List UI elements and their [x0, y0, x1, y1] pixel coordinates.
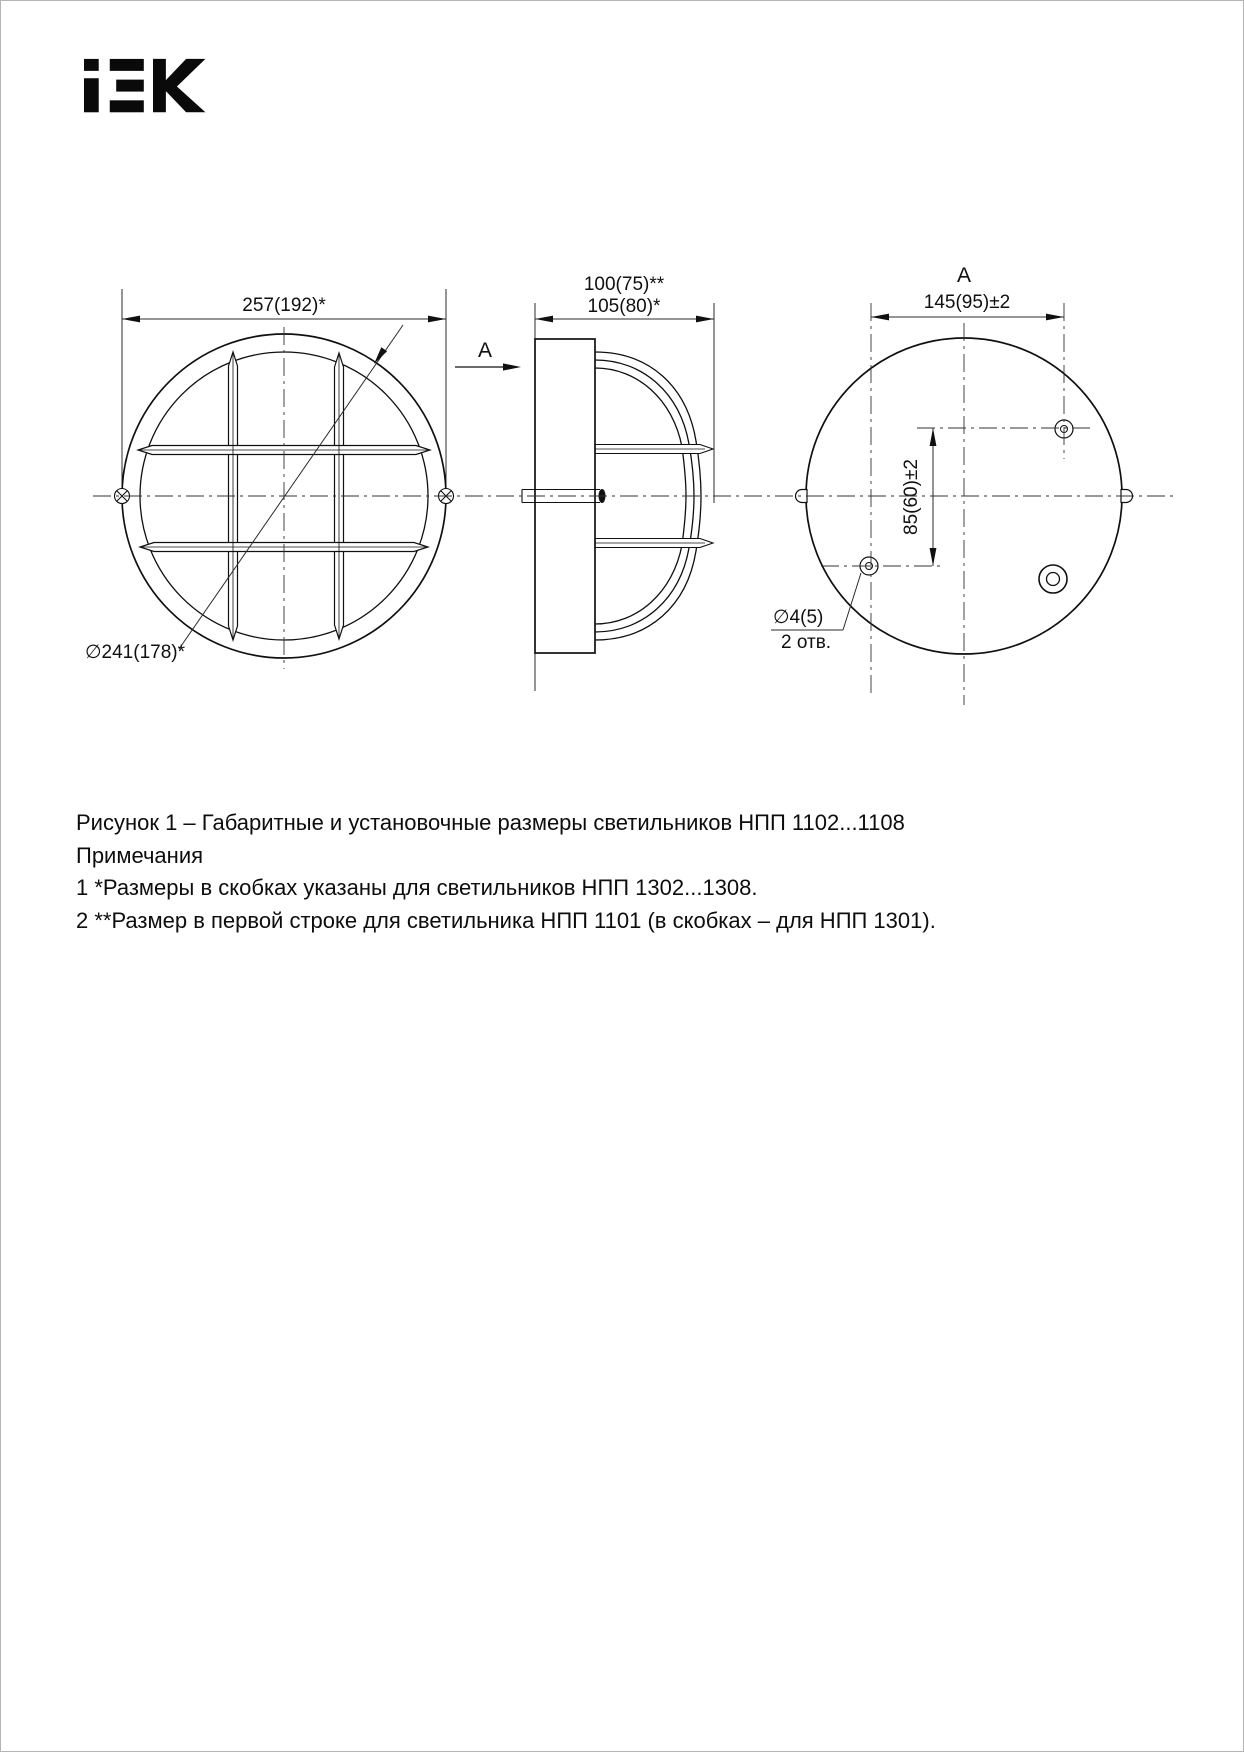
front-view	[85, 289, 454, 663]
section-a-arrow	[455, 363, 521, 370]
logo-e-bar	[110, 59, 144, 71]
note-2: 2 **Размер в первой строке для светильника НПП 1101 (в скобках – для НПП 1301).	[76, 907, 936, 933]
back-view-label: A	[956, 264, 972, 287]
side-view	[455, 274, 714, 691]
side-depth-label-line1: 100(75)**	[583, 274, 665, 295]
front-outer-diameter-label: 257(192)*	[242, 295, 326, 316]
logo-i-stem	[84, 78, 99, 112]
notes-heading: Примечания	[76, 842, 204, 868]
technical-drawing	[1, 1, 1244, 761]
back-mounting-vertical-label: 85(60)±2	[901, 459, 922, 535]
hole-count-label: 2 отв.	[781, 632, 832, 653]
section-a-label: A	[477, 339, 493, 362]
back-view	[771, 264, 1133, 654]
cable-entry-icon	[1039, 565, 1067, 593]
side-depth-label-line2: 105(80)*	[587, 296, 661, 317]
logo-k	[153, 59, 205, 112]
front-glass-diameter-label: ∅241(178)*	[85, 642, 186, 663]
figure-title: Рисунок 1 – Габаритные и установочные размеры светильников НПП 1102...1108	[76, 810, 905, 835]
note-1: 1 *Размеры в скобках указаны для светильников НПП 1302...1308.	[76, 875, 758, 900]
hole-diameter-label: ∅4(5)	[773, 607, 824, 628]
logo-i-dot	[84, 59, 99, 71]
side-guard-bar	[595, 445, 713, 454]
diameter-leader	[179, 325, 403, 649]
figure-caption	[76, 807, 1186, 937]
side-tab	[796, 490, 808, 503]
back-mounting-horizontal-label: 145(95)±2	[923, 292, 1011, 313]
logo-e-bar	[110, 100, 144, 112]
logo-e-bar	[116, 80, 144, 92]
side-guard-bar	[595, 539, 713, 548]
iek-logo	[84, 59, 205, 112]
